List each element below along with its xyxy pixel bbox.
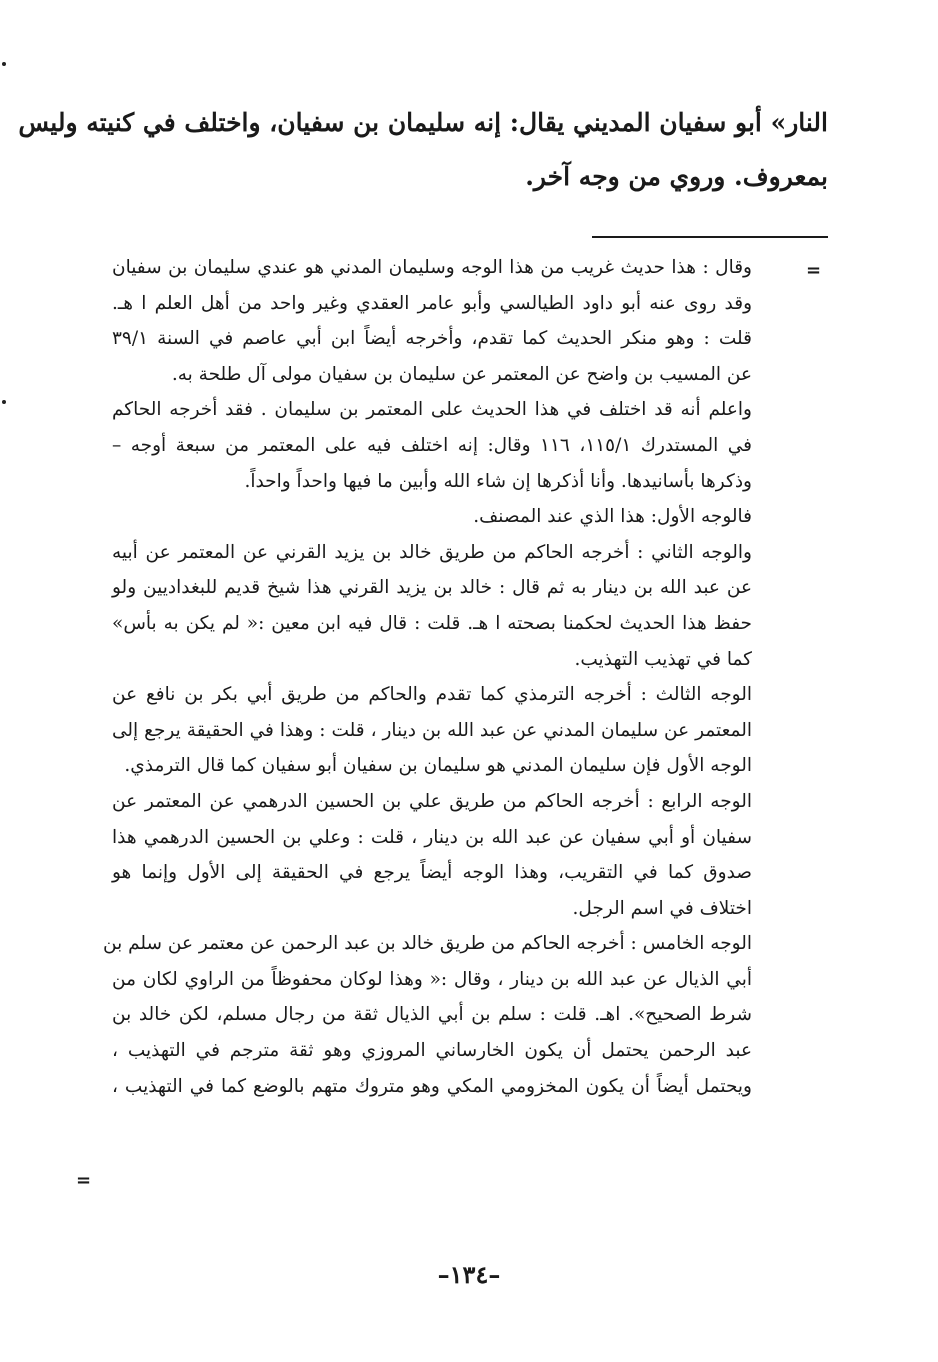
scan-edge-mark <box>2 400 6 404</box>
main-text-line: النار» أبو سفيان المديني يقال: إنه سليمان بن سفيان، واختلف في كنيته وليس <box>18 108 828 137</box>
footnote-line: وذكرها بأسانيدها. وأنا أذكرها إن شاء الله وأبين ما فيها واحداً واحداً. <box>244 470 752 492</box>
main-text-block <box>18 96 828 204</box>
footnote-continuation-mark: = <box>806 260 822 281</box>
footnote-line: الوجه الأول فإن سليمان المدني هو سليمان بن سفيان أبو سفيان كما قال الترمذي. <box>124 755 752 777</box>
page-number: –١٣٤– <box>437 1260 501 1289</box>
footnote-line: المعتمر عن سليمان المدني عن عبد الله بن دينار ، قلت : وهذا في الحقيقة يرجع إلى <box>112 719 752 741</box>
footnote-line: سفيان أو أبي سفيان عن عبد الله بن دينار ، قلت : وعلي بن الحسين الدرهمي هذا <box>112 826 752 848</box>
footnote-line: واعلم أنه قد اختلف في هذا الحديث على المعتمر بن سليمان . فقد أخرجه الحاكم <box>112 399 752 421</box>
scan-edge-mark <box>2 62 6 66</box>
footnote-block <box>102 250 752 1104</box>
footnote-line: فالوجه الأول: هذا الذي عند المصنف. <box>473 506 752 528</box>
footnote-line: عن المسيب بن واضح عن المعتمر عن سليمان بن سفيان مولى آل طلحة به. <box>171 363 752 385</box>
footnote-line: الوجه الثالث : أخرجه الترمذي كما تقدم والحاكم من طريق أبي بكر بن نافع عن <box>112 684 752 706</box>
footnote-line: وقد روى عنه أبو داود الطيالسي وأبو عامر العقدي وغير واحد من أهل العلم ا هـ. <box>112 292 752 314</box>
footnote-separator-rule <box>592 236 828 238</box>
footnote-line: كما في تهذيب التهذيب. <box>574 648 752 670</box>
footnote-line: حفظ هذا الحديث لحكمنا بصحته ا هـ. قلت : قال فيه ابن معين :« لم يكن به بأس» <box>112 612 752 634</box>
footnote-line: شرط الصحيح». اهـ. قلت : سلم بن أبي الذيال ثقة من رجال مسلم، لكن خالد بن <box>112 1004 752 1026</box>
footnote-line: قلت : وهو منكر الحديث كما تقدم، وأخرجه أيضاً ابن أبي عاصم في السنة ٣٩/١ <box>112 328 752 350</box>
footnote-continuation-mark: = <box>76 1170 92 1191</box>
footnote-line: في المستدرك ١١٥/١، ١١٦ وقال: إنه اختلف فيه على المعتمر من سبعة أوجه – <box>112 434 752 456</box>
footnote-line: ويحتمل أيضاً أن يكون المخزومي المكي وهو متروك متهم بالوضع كما في التهذيب ، <box>112 1075 752 1097</box>
footnote-line: صدوق كما في التقريب، وهذا الوجه أيضاً يرجع في الحقيقة إلى الأول وإنما هو <box>112 862 752 884</box>
footnote-line: الوجه الخامس : أخرجه الحاكم من طريق خالد بن عبد الرحمن عن معتمر عن سلم بن <box>102 933 752 955</box>
main-text-line: بمعروف. وروي من وجه آخر. <box>525 162 828 191</box>
footnote-line: أبي الذيال عن عبد الله بن دينار ، وقال :« وهذا لوكان محفوظاً من الراوي لكان من <box>112 968 752 990</box>
footnote-line: وقال : هذا حديث غريب من هذا الوجه وسليمان المدني هو عندي سليمان بن سفيان <box>112 257 752 278</box>
footnote-line: والوجه الثاني : أخرجه الحاكم من طريق خالد بن يزيد القرني عن المعتمر عن أبيه <box>112 541 752 563</box>
footnote-line: عن عبد الله بن دينار به ثم قال : خالد بن يزيد القرني هذا شيخ قديم للبغداديين ولو <box>112 577 752 599</box>
footnote-line: الوجه الرابع : أخرجه الحاكم من طريق علي بن الحسين الدرهمي عن المعتمر عن <box>112 790 752 812</box>
footnote-line: اختلاف في اسم الرجل. <box>572 897 752 919</box>
footnote-line: عبد الرحمن يحتمل أن يكون الخارساني المروزي وهو ثقة مترجم في التهذيب ، <box>112 1040 752 1062</box>
